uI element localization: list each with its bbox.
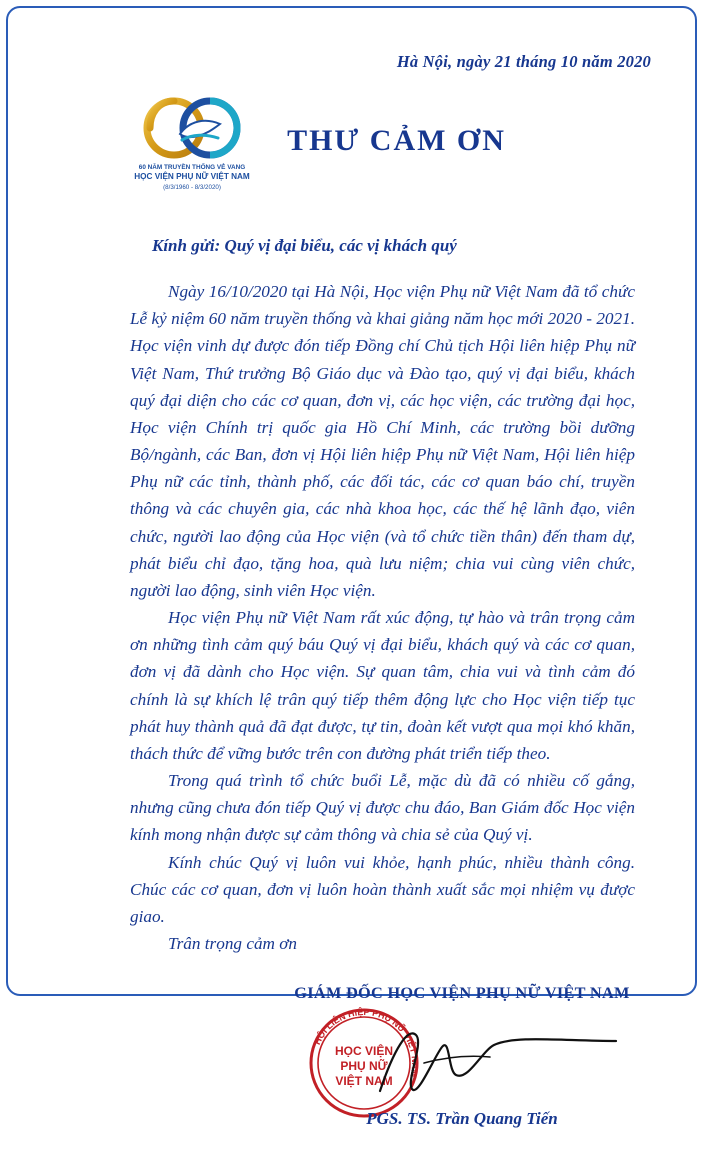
stamp-line-3: VIỆT NAM <box>335 1074 393 1089</box>
body-text <box>130 278 635 957</box>
logo-dates: (8/3/1960 - 8/3/2020) <box>163 184 221 191</box>
signature-block <box>34 983 669 1153</box>
paragraph-2: Học viện Phụ nữ Việt Nam rất xúc động, tự hào và trân trọng cảm ơn những tình cảm quý báu Quý vị đại biểu, khách quý và các cơ quan, đơn vị đã dành cho Học viện. Sự quan tâm, chia vui và tình cảm đó chính là sự khích lệ trân quý tiếp thêm động lực cho Học viện tiếp tục phát huy thành quả đã đạt được, tự tin, đoàn kết vượt qua mọi khó khăn, thách thức để vững bước trên con đường phát triển tiếp theo. <box>130 608 635 763</box>
signer-name: PGS. TS. Trần Quang Tiến <box>366 1109 558 1129</box>
handwritten-signature <box>364 1005 634 1115</box>
paragraph-1: Ngày 16/10/2020 tại Hà Nội, Học viện Phụ nữ Việt Nam đã tổ chức Lễ kỷ niệm 60 năm truyền thống và khai giảng năm học mới 2020 - 2021. Học viện vinh dự được đón tiếp Đồng chí Chủ tịch Hội liên hiệp Phụ nữ Việt Nam, Thứ trưởng Bộ Giáo dục và Đào tạo, quý vị đại biểu, khách quý đại diện cho các cơ quan, đơn vị, các học viện, các trường đại học, Học viện Chính trị quốc gia Hồ Chí Minh, các trường bồi dưỡng Bộ/ngành, các Ban, đơn vị Hội liên hiệp Phụ nữ Việt Nam, Hội liên hiệp Phụ nữ các tỉnh, thành phố, các đối tác, các cơ quan báo chí, truyền thông và các chuyên gia, các nhà khoa học, các thế hệ lãnh đạo, viên chức, người lao động của Học viện (và tổ chức tiền thân) đến tham dự, phát biểu chỉ đạo, tặng hoa, quà lưu niệm; chia vui cùng viên chức, người lao động, sinh viên Học viện. <box>130 282 635 600</box>
logo-line1: 60 NĂM TRUYỀN THỐNG VẺ VANG <box>138 164 246 171</box>
stamp-line-1: HỌC VIỆN <box>334 1044 394 1059</box>
paragraph-4: Kính chúc Quý vị luôn vui khỏe, hạnh phúc, nhiều thành công. Chúc các cơ quan, đơn vị luôn hoàn thành xuất sắc mọi nhiệm vụ được giao. <box>130 852 635 926</box>
salutation: Kính gửi: Quý vị đại biểu, các vị khách quý <box>152 236 457 255</box>
signature-icon <box>364 1005 634 1115</box>
stamp-line-2: PHỤ NỮ <box>340 1059 388 1074</box>
signer-position: GIÁM ĐỐC HỌC VIỆN PHỤ NỮ VIỆT NAM <box>294 983 630 1003</box>
place-and-date: Hà Nội, ngày 21 tháng 10 năm 2020 <box>396 52 651 71</box>
logo-line2: HỌC VIỆN PHỤ NỮ VIỆT NAM <box>134 172 250 181</box>
header-row <box>34 72 669 192</box>
paragraph-3: Trong quá trình tổ chức buổi Lễ, mặc dù đã có nhiều cố gắng, nhưng cũng chưa đón tiếp Quý vị được chu đáo, Ban Giám đốc Học viện kính mong nhận được sự cảm thông và chia sẻ của Quý vị. <box>130 771 635 845</box>
paragraph-5: Trân trọng cảm ơn <box>168 934 298 954</box>
document-title: THƯ CẢM ƠN <box>287 124 506 157</box>
document-content <box>34 26 669 1129</box>
stamp-ring-text: HỘI LIÊN HIỆP PHỤ NỮ VIỆT NAM <box>312 1007 421 1079</box>
